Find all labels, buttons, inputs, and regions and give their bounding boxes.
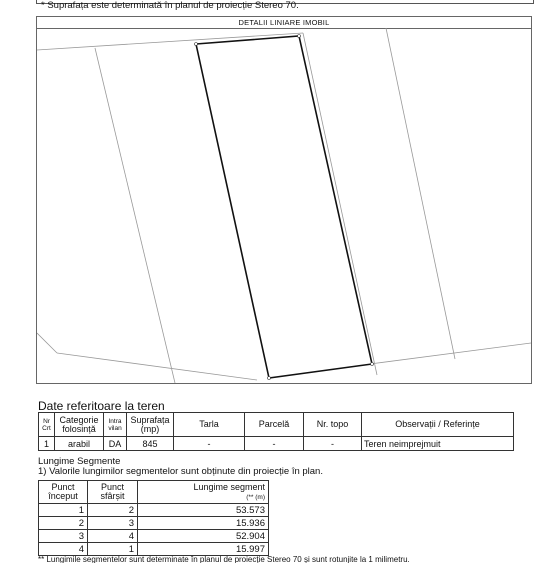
segments-subtitle: 1) Valorile lungimilor segmentelor sunt obținute din proiecție în plan. xyxy=(38,466,323,477)
header-nr-line1: Nr xyxy=(43,417,50,425)
cell-observatii: Teren neimprejmuit xyxy=(362,437,514,451)
header-categorie xyxy=(55,413,104,437)
header-punct-inceput xyxy=(39,481,88,504)
header-length-label: Lungime segment xyxy=(193,481,265,492)
cell-categorie: arabil xyxy=(55,437,104,451)
neighbor-boundary-line xyxy=(303,33,377,375)
segment-start: 4 xyxy=(39,543,88,556)
header-suprafata xyxy=(127,413,174,437)
land-table-row xyxy=(39,437,514,451)
neighbor-boundary-line xyxy=(37,333,57,353)
header-end-line1: Punct xyxy=(100,482,124,492)
parcel-map-panel xyxy=(36,16,532,384)
header-nr-line2: Crt xyxy=(42,424,51,432)
cell-parcela: - xyxy=(245,437,304,451)
parcel-map xyxy=(37,28,531,383)
header-nr xyxy=(39,413,55,437)
header-tarla: Tarla xyxy=(174,413,245,437)
section-title: Date referitoare la teren xyxy=(38,399,165,413)
header-end-line2: sfârșit xyxy=(100,491,125,501)
parcel-vertex-marker xyxy=(268,377,271,380)
header-intravilan-line2: vilan xyxy=(108,424,122,432)
segment-end: 4 xyxy=(88,530,138,543)
segment-end: 1 xyxy=(88,543,138,556)
segment-start: 1 xyxy=(39,504,88,517)
segments-header-row xyxy=(39,481,269,504)
neighbor-boundary-line xyxy=(37,33,303,50)
segment-row xyxy=(39,517,269,530)
footnote: ** Lungimile segmentelor sunt determinate în planul de proiecție Stereo 70 și sunt rotunjite la 1 milimetru. xyxy=(38,555,410,563)
segment-end: 3 xyxy=(88,517,138,530)
cell-nr: 1 xyxy=(39,437,55,451)
neighbor-boundary-line xyxy=(57,353,257,380)
projection-note: * Suprafața este determinată în planul de proiecție Stereo 70. xyxy=(41,0,299,11)
map-title: DETALII LINIARE IMOBIL xyxy=(37,17,531,29)
header-observatii: Observații / Referințe xyxy=(362,413,514,437)
neighbor-boundary-line xyxy=(370,343,531,364)
header-intravilan-line1: Intra xyxy=(108,417,122,425)
header-punct-sfarsit xyxy=(88,481,138,504)
segment-row xyxy=(39,530,269,543)
segments-table xyxy=(38,480,269,556)
header-start-line2: început xyxy=(48,491,78,501)
segment-row xyxy=(39,504,269,517)
parcel-vertex-marker xyxy=(195,43,198,46)
header-lungime-segment xyxy=(138,481,269,504)
segment-end: 2 xyxy=(88,504,138,517)
header-suprafata-line2: (mp) xyxy=(140,423,160,434)
parcel-vertex-marker xyxy=(371,363,374,366)
header-start-line1: Punct xyxy=(51,482,75,492)
header-nr-topo: Nr. topo xyxy=(304,413,362,437)
land-table-header-row xyxy=(39,413,514,437)
header-intravilan xyxy=(104,413,127,437)
segment-length: 15.997 xyxy=(138,543,269,556)
parcel-vertex-marker xyxy=(298,35,301,38)
segment-start: 2 xyxy=(39,517,88,530)
neighbor-boundary-line xyxy=(95,48,175,383)
header-categorie-line2: folosință xyxy=(62,423,96,434)
header-parcela: Parcelă xyxy=(245,413,304,437)
header-suprafata-line1: Suprafața xyxy=(130,414,170,425)
subject-parcel-outline xyxy=(196,36,372,378)
segment-start: 3 xyxy=(39,530,88,543)
segment-length: 15.936 xyxy=(138,517,269,530)
cell-suprafata: 845 xyxy=(127,437,174,451)
segment-length: 52.904 xyxy=(138,530,269,543)
land-data-table xyxy=(38,412,514,451)
header-categorie-line1: Categorie xyxy=(59,414,99,425)
cell-tarla: - xyxy=(174,437,245,451)
segments-title: Lungime Segmente xyxy=(38,456,121,467)
segment-length: 53.573 xyxy=(138,504,269,517)
header-length-unit: (** (m) xyxy=(246,493,265,501)
segment-row xyxy=(39,543,269,556)
neighbor-boundary-line xyxy=(386,28,455,359)
cell-intravilan: DA xyxy=(104,437,127,451)
cell-nr-topo: - xyxy=(304,437,362,451)
